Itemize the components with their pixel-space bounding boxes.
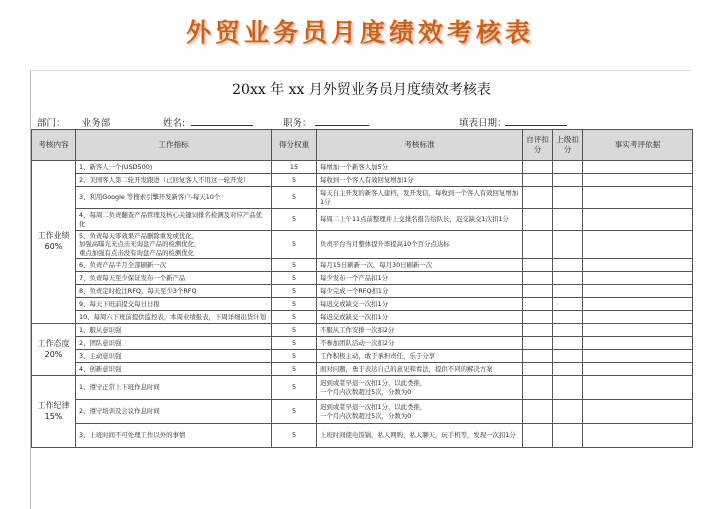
table-row	[32, 272, 693, 285]
category-weight: 15%	[44, 411, 63, 421]
standard-cell: 每月15日刷新一次，每月30日刷新一次	[317, 259, 523, 272]
supervisor-deduction-cell[interactable]	[553, 337, 583, 350]
score-weight-cell: 5	[272, 285, 317, 298]
category-weight: 20%	[44, 349, 63, 359]
table-row	[32, 376, 693, 400]
supervisor-deduction-cell[interactable]	[553, 376, 583, 400]
category-name: 工作业绩	[37, 231, 70, 241]
standard-cell: 迟到或者早退一次扣1分，以此类推， 一个月内次数超过5次，分数为0	[317, 400, 523, 424]
evidence-cell[interactable]	[583, 259, 693, 272]
table-row	[32, 337, 693, 350]
evidence-cell[interactable]	[583, 285, 693, 298]
standard-cell: 迟到或者早退一次扣1分，以此类推， 一个月内次数超过5次，分数为0	[317, 376, 523, 400]
self-deduction-cell[interactable]	[523, 424, 553, 448]
dept-value[interactable]	[67, 115, 125, 130]
self-deduction-cell[interactable]	[523, 363, 553, 376]
score-weight-cell: 5	[272, 424, 317, 448]
evidence-cell[interactable]	[583, 298, 693, 311]
standard-cell: 每少发布一个产品扣1分	[317, 272, 523, 285]
category-weight: 60%	[44, 242, 63, 251]
indicator-cell: 6、负责产品半月全部刷新一次	[76, 259, 272, 272]
standard-cell: 负责平台当月整体提升率提高10个百分点达标	[317, 231, 523, 259]
header-cell: 得分权重	[272, 130, 317, 161]
evidence-cell[interactable]	[583, 161, 693, 174]
self-deduction-cell[interactable]	[523, 174, 553, 187]
self-deduction-cell[interactable]	[523, 311, 553, 324]
category-cell	[32, 161, 76, 324]
position-field[interactable]	[315, 115, 369, 126]
table-row	[32, 231, 693, 259]
table-header-row	[32, 130, 693, 161]
supervisor-deduction-cell[interactable]	[553, 324, 583, 337]
supervisor-deduction-cell[interactable]	[553, 311, 583, 324]
standard-cell: 每天自主开发的新客人建档，发开发信，每收到一个客人有效回复增加1分	[317, 187, 523, 209]
header-cell: 考核标准	[317, 130, 523, 161]
supervisor-deduction-cell[interactable]	[553, 298, 583, 311]
table-row	[32, 174, 693, 187]
evidence-cell[interactable]	[583, 424, 693, 448]
standard-cell: 工作积极主动，敢于承担责任，乐于分享	[317, 350, 523, 363]
header-cell: 上级扣分	[553, 130, 583, 161]
score-weight-cell: 5	[272, 298, 317, 311]
supervisor-deduction-cell[interactable]	[553, 272, 583, 285]
table-row	[32, 363, 693, 376]
self-deduction-cell[interactable]	[523, 161, 553, 174]
evidence-cell[interactable]	[583, 209, 693, 231]
header-cell: 考核内容	[32, 130, 76, 161]
evidence-cell[interactable]	[583, 350, 693, 363]
supervisor-deduction-cell[interactable]	[553, 424, 583, 448]
self-deduction-cell[interactable]	[523, 187, 553, 209]
evidence-cell[interactable]	[583, 324, 693, 337]
indicator-cell: 3、上班时间不可处理工作以外的事情	[76, 424, 272, 448]
standard-cell: 每周二上午11点前整理并上交排名报告给队长，迟交缺交1次扣1分	[317, 209, 523, 231]
evidence-cell[interactable]	[583, 400, 693, 424]
evidence-cell[interactable]	[583, 231, 693, 259]
indicator-cell: 4、创新意识强	[76, 363, 272, 376]
indicator-cell: 7、负责每天至少保证发布一个新产品	[76, 272, 272, 285]
supervisor-deduction-cell[interactable]	[553, 209, 583, 231]
indicator-cell: 5、负责每天零效果产品删除重发或优化， 加强高曝光无点击无询盘产品的检测优化， 重点加强有点击没有询盘产品的检测优化	[76, 231, 272, 259]
header-cell: 自评扣分	[523, 130, 553, 161]
self-deduction-cell[interactable]	[523, 350, 553, 363]
indicator-cell: 8、负责定时抢注RFQ，每天至少3个RFQ	[76, 285, 272, 298]
indicator-cell: 3、利用Google 等搜索引擎开发新客户-每天10个	[76, 187, 272, 209]
self-deduction-cell[interactable]	[523, 337, 553, 350]
standard-cell: 上班时间使电饭锅，私人网购，私人聊天，玩手机等，发现一次扣1分	[317, 424, 523, 448]
self-deduction-cell[interactable]	[523, 285, 553, 298]
evidence-cell[interactable]	[583, 174, 693, 187]
table-row	[32, 285, 693, 298]
date-field[interactable]	[505, 115, 567, 126]
date-label: 填表日期：	[459, 118, 507, 129]
indicator-cell: 1、遵守正常上下班作息时间	[76, 376, 272, 400]
dept-label: 部门：	[37, 118, 66, 129]
evidence-cell[interactable]	[583, 363, 693, 376]
category-cell	[32, 324, 76, 376]
header-cell: 工作指标	[76, 130, 272, 161]
table-row	[32, 298, 693, 311]
indicator-cell: 2、遵守培训及会议作息时间	[76, 400, 272, 424]
evidence-cell[interactable]	[583, 376, 693, 400]
score-weight-cell: 5	[272, 187, 317, 209]
header-cell: 事实考评依据	[583, 130, 693, 161]
evidence-cell[interactable]	[583, 311, 693, 324]
self-deduction-cell[interactable]	[523, 298, 553, 311]
score-weight-cell: 5	[272, 400, 317, 424]
supervisor-deduction-cell[interactable]	[553, 161, 583, 174]
score-weight-cell: 5	[272, 363, 317, 376]
banner	[0, 0, 720, 62]
table-row	[32, 161, 693, 174]
spreadsheet-sheet	[30, 70, 691, 509]
table-row	[32, 187, 693, 209]
self-deduction-cell[interactable]	[523, 231, 553, 259]
score-weight-cell: 5	[272, 272, 317, 285]
standard-cell: 每少完成一个RFQ扣1分	[317, 285, 523, 298]
indicator-cell: 4、每周二负责翻查产品管理及核心关键词排名检测及对应产品优化	[76, 209, 272, 231]
evidence-cell[interactable]	[583, 187, 693, 209]
evaluation-table	[31, 129, 693, 448]
name-field[interactable]	[191, 115, 253, 126]
standard-cell: 面对问题，勇于表达自己的意见和看法，提供不同的解决方案	[317, 363, 523, 376]
name-label: 姓名:	[163, 118, 186, 129]
supervisor-deduction-cell[interactable]	[553, 400, 583, 424]
score-weight-cell: 5	[272, 231, 317, 259]
score-weight-cell: 5	[272, 337, 317, 350]
standard-cell: 不参加团队活动一次扣2分	[317, 337, 523, 350]
supervisor-deduction-cell[interactable]	[553, 350, 583, 363]
indicator-cell: 3、主动意识强	[76, 350, 272, 363]
table-row	[32, 259, 693, 272]
standard-cell: 每迟交或缺交一次扣1分	[317, 298, 523, 311]
table-body	[32, 161, 693, 448]
indicator-cell: 2、美国客人第二轮开发跟进（已回复客人不用这一轮开发）	[76, 174, 272, 187]
document-title: 20xx 年 xx 月外贸业务员月度绩效考核表	[232, 82, 491, 98]
table-row	[32, 424, 693, 448]
category-name: 工作纪律	[37, 400, 70, 410]
table-row	[32, 209, 693, 231]
indicator-cell: 1、服从意识强	[76, 324, 272, 337]
table-row	[32, 400, 693, 424]
self-deduction-cell[interactable]	[523, 400, 553, 424]
self-deduction-cell[interactable]	[523, 376, 553, 400]
standard-cell: 每迟交或缺交一次扣1分	[317, 311, 523, 324]
score-weight-cell: 5	[272, 350, 317, 363]
indicator-cell: 2、团队意识强	[76, 337, 272, 350]
evidence-cell[interactable]	[583, 272, 693, 285]
category-name: 工作态度	[37, 338, 70, 348]
category-cell	[32, 376, 76, 448]
indicator-cell: 1、新客人一个(USD500)	[76, 161, 272, 174]
standard-cell: 不服从工作安排一次扣2分	[317, 324, 523, 337]
indicator-cell: 10、每周六下班前提供监控表，本周业绩报表，下周详细出货计划	[76, 311, 272, 324]
table-row	[32, 324, 693, 337]
position-label: 职务：	[283, 118, 312, 129]
table-row	[32, 311, 693, 324]
score-weight-cell: 5	[272, 174, 317, 187]
dept-value-text: 业务部	[81, 118, 111, 129]
score-weight-cell: 5	[272, 324, 317, 337]
standard-cell: 每增加一个新客人加5分	[317, 161, 523, 174]
score-weight-cell: 5	[272, 259, 317, 272]
score-weight-cell: 5	[272, 311, 317, 324]
self-deduction-cell[interactable]	[523, 324, 553, 337]
indicator-cell: 9、每天下班前提交每日日报	[76, 298, 272, 311]
supervisor-deduction-cell[interactable]	[553, 259, 583, 272]
score-weight-cell: 5	[272, 376, 317, 400]
banner-title: 外贸业务员月度绩效考核表	[185, 18, 534, 47]
supervisor-deduction-cell[interactable]	[553, 363, 583, 376]
supervisor-deduction-cell[interactable]	[553, 174, 583, 187]
score-weight-cell: 5	[272, 209, 317, 231]
self-deduction-cell[interactable]	[523, 209, 553, 231]
supervisor-deduction-cell[interactable]	[553, 231, 583, 259]
score-weight-cell: 15	[272, 161, 317, 174]
supervisor-deduction-cell[interactable]	[553, 187, 583, 209]
standard-cell: 每收到一个客人有效回复增加1分	[317, 174, 523, 187]
self-deduction-cell[interactable]	[523, 272, 553, 285]
supervisor-deduction-cell[interactable]	[553, 285, 583, 298]
table-row	[32, 350, 693, 363]
self-deduction-cell[interactable]	[523, 259, 553, 272]
evidence-cell[interactable]	[583, 337, 693, 350]
